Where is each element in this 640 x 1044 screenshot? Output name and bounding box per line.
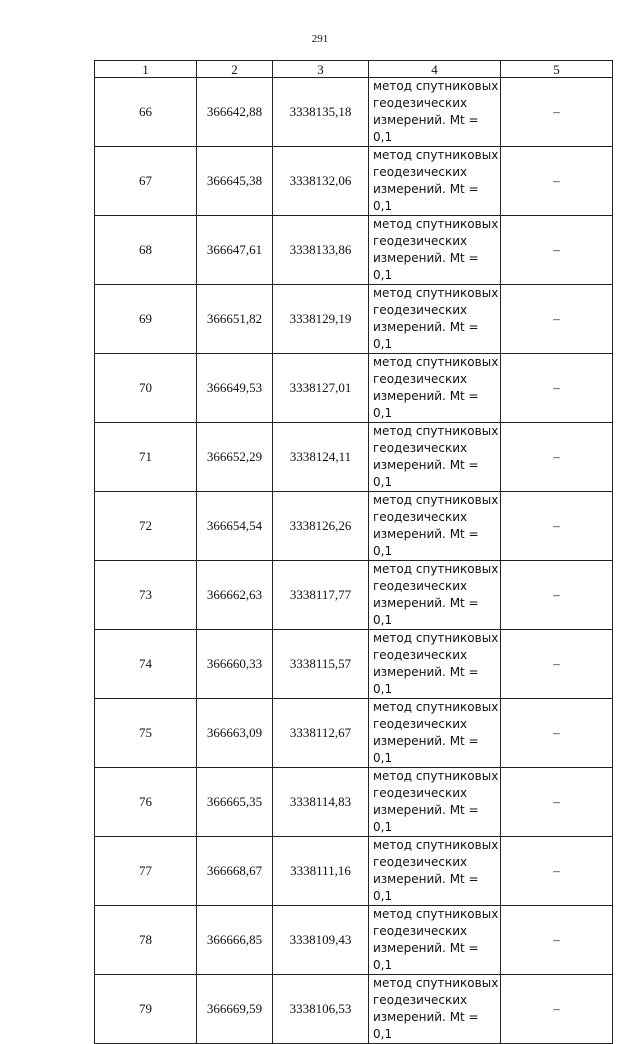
table-row <box>95 354 613 423</box>
note-cell-text: – <box>553 587 560 602</box>
table-row <box>95 285 613 354</box>
point-number-cell <box>95 906 197 975</box>
method-cell <box>369 630 501 699</box>
table-row <box>95 147 613 216</box>
note-cell <box>501 837 613 906</box>
page-number: 291 <box>311 33 329 45</box>
y-coordinate-cell-text: 3338117,77 <box>289 587 352 602</box>
note-cell <box>501 216 613 285</box>
x-coordinate-cell-text: 366665,35 <box>206 794 263 809</box>
table-row <box>95 561 613 630</box>
note-cell <box>501 285 613 354</box>
x-coordinate-cell-text: 366652,29 <box>206 449 263 464</box>
method-cell-text: метод спутниковых геодезических измерений. Mt = 0,1 <box>373 976 499 1041</box>
x-coordinate-cell <box>197 492 273 561</box>
y-coordinate-cell-text: 3338114,83 <box>289 794 352 809</box>
note-cell <box>501 78 613 147</box>
note-cell-text: – <box>553 311 560 326</box>
y-coordinate-cell <box>273 561 369 630</box>
method-cell-text: метод спутниковых геодезических измерений. Mt = 0,1 <box>373 286 499 351</box>
x-coordinate-cell <box>197 630 273 699</box>
x-coordinate-cell-text: 366663,09 <box>206 725 263 740</box>
y-coordinate-cell <box>273 975 369 1044</box>
method-cell <box>369 837 501 906</box>
x-coordinate-cell <box>197 354 273 423</box>
x-coordinate-cell <box>197 837 273 906</box>
column-header-1: 1 <box>95 61 197 78</box>
method-cell <box>369 561 501 630</box>
y-coordinate-cell <box>273 492 369 561</box>
table-row <box>95 906 613 975</box>
method-cell-text: метод спутниковых геодезических измерений. Mt = 0,1 <box>373 631 499 696</box>
y-coordinate-cell-text: 3338124,11 <box>289 449 352 464</box>
point-number-cell <box>95 837 197 906</box>
y-coordinate-cell <box>273 216 369 285</box>
x-coordinate-cell <box>197 768 273 837</box>
y-coordinate-cell <box>273 147 369 216</box>
x-coordinate-cell-text: 366654,54 <box>206 518 263 533</box>
y-coordinate-cell-text: 3338115,57 <box>289 656 352 671</box>
point-number-cell-text: 79 <box>139 1001 152 1016</box>
y-coordinate-cell-text: 3338135,18 <box>289 104 352 119</box>
coordinates-table <box>94 60 613 1044</box>
x-coordinate-cell-text: 366669,59 <box>206 1001 263 1016</box>
method-cell-text: метод спутниковых геодезических измерений. Mt = 0,1 <box>373 217 499 282</box>
y-coordinate-cell-text: 3338133,86 <box>289 242 352 257</box>
method-cell-text: метод спутниковых геодезических измерений. Mt = 0,1 <box>373 562 499 627</box>
point-number-cell <box>95 423 197 492</box>
point-number-cell-text: 70 <box>139 380 152 395</box>
table-row <box>95 699 613 768</box>
point-number-cell <box>95 561 197 630</box>
note-cell-text: – <box>553 863 560 878</box>
method-cell-text: метод спутниковых геодезических измерений. Mt = 0,1 <box>373 700 499 765</box>
y-coordinate-cell-text: 3338126,26 <box>289 518 352 533</box>
method-cell-text: метод спутниковых геодезических измерений. Mt = 0,1 <box>373 355 499 420</box>
x-coordinate-cell-text: 366660,33 <box>206 656 263 671</box>
method-cell <box>369 354 501 423</box>
method-cell-text: метод спутниковых геодезических измерений. Mt = 0,1 <box>373 838 499 903</box>
y-coordinate-cell <box>273 423 369 492</box>
note-cell <box>501 699 613 768</box>
note-cell-text: – <box>553 932 560 947</box>
note-cell-text: – <box>553 242 560 257</box>
column-header-5: 5 <box>501 61 613 78</box>
x-coordinate-cell <box>197 699 273 768</box>
method-cell <box>369 147 501 216</box>
note-cell <box>501 147 613 216</box>
y-coordinate-cell-text: 3338127,01 <box>289 380 352 395</box>
point-number-cell-text: 69 <box>139 311 152 326</box>
point-number-cell <box>95 147 197 216</box>
note-cell <box>501 630 613 699</box>
y-coordinate-cell <box>273 768 369 837</box>
point-number-cell-text: 77 <box>139 863 152 878</box>
point-number-cell-text: 66 <box>139 104 152 119</box>
note-cell <box>501 906 613 975</box>
note-cell-text: – <box>553 656 560 671</box>
point-number-cell <box>95 630 197 699</box>
x-coordinate-cell <box>197 906 273 975</box>
x-coordinate-cell-text: 366668,67 <box>206 863 263 878</box>
x-coordinate-cell <box>197 78 273 147</box>
method-cell <box>369 975 501 1044</box>
point-number-cell-text: 78 <box>139 932 152 947</box>
x-coordinate-cell <box>197 147 273 216</box>
y-coordinate-cell <box>273 78 369 147</box>
x-coordinate-cell-text: 366649,53 <box>206 380 263 395</box>
point-number-cell-text: 73 <box>139 587 152 602</box>
note-cell-text: – <box>553 380 560 395</box>
point-number-cell-text: 68 <box>139 242 152 257</box>
y-coordinate-cell-text: 3338129,19 <box>289 311 352 326</box>
y-coordinate-cell-text: 3338112,67 <box>289 725 352 740</box>
y-coordinate-cell <box>273 906 369 975</box>
point-number-cell-text: 72 <box>139 518 152 533</box>
note-cell <box>501 492 613 561</box>
method-cell <box>369 285 501 354</box>
column-header-4: 4 <box>369 61 501 78</box>
x-coordinate-cell-text: 366651,82 <box>206 311 263 326</box>
table-row <box>95 768 613 837</box>
x-coordinate-cell-text: 366642,88 <box>206 104 263 119</box>
point-number-cell <box>95 699 197 768</box>
method-cell-text: метод спутниковых геодезических измерений. Mt = 0,1 <box>373 769 499 834</box>
x-coordinate-cell <box>197 216 273 285</box>
method-cell <box>369 216 501 285</box>
note-cell <box>501 423 613 492</box>
note-cell <box>501 561 613 630</box>
x-coordinate-cell-text: 366647,61 <box>206 242 263 257</box>
x-coordinate-cell <box>197 975 273 1044</box>
y-coordinate-cell-text: 3338106,53 <box>289 1001 352 1016</box>
y-coordinate-cell <box>273 630 369 699</box>
note-cell-text: – <box>553 173 560 188</box>
point-number-cell <box>95 492 197 561</box>
y-coordinate-cell <box>273 837 369 906</box>
point-number-cell <box>95 78 197 147</box>
y-coordinate-cell-text: 3338132,06 <box>289 173 352 188</box>
point-number-cell-text: 74 <box>139 656 152 671</box>
y-coordinate-cell-text: 3338109,43 <box>289 932 352 947</box>
method-cell-text: метод спутниковых геодезических измерений. Mt = 0,1 <box>373 424 499 489</box>
y-coordinate-cell <box>273 354 369 423</box>
table-header-row <box>95 61 613 78</box>
x-coordinate-cell <box>197 423 273 492</box>
note-cell-text: – <box>553 794 560 809</box>
x-coordinate-cell <box>197 561 273 630</box>
point-number-cell <box>95 975 197 1044</box>
point-number-cell <box>95 216 197 285</box>
point-number-cell-text: 75 <box>139 725 152 740</box>
table-row <box>95 78 613 147</box>
note-cell-text: – <box>553 449 560 464</box>
column-header-2: 2 <box>197 61 273 78</box>
point-number-cell-text: 76 <box>139 794 152 809</box>
y-coordinate-cell <box>273 699 369 768</box>
x-coordinate-cell-text: 366662,63 <box>206 587 263 602</box>
note-cell-text: – <box>553 1001 560 1016</box>
x-coordinate-cell-text: 366645,38 <box>206 173 263 188</box>
table-row <box>95 975 613 1044</box>
note-cell <box>501 975 613 1044</box>
y-coordinate-cell <box>273 285 369 354</box>
method-cell <box>369 699 501 768</box>
method-cell-text: метод спутниковых геодезических измерений. Mt = 0,1 <box>373 907 499 972</box>
column-header-3: 3 <box>273 61 369 78</box>
note-cell-text: – <box>553 725 560 740</box>
method-cell <box>369 906 501 975</box>
method-cell <box>369 78 501 147</box>
point-number-cell <box>95 354 197 423</box>
x-coordinate-cell-text: 366666,85 <box>206 932 263 947</box>
method-cell <box>369 492 501 561</box>
table-row <box>95 423 613 492</box>
table-row <box>95 837 613 906</box>
note-cell-text: – <box>553 104 560 119</box>
method-cell-text: метод спутниковых геодезических измерений. Mt = 0,1 <box>373 493 499 558</box>
method-cell <box>369 768 501 837</box>
table-row <box>95 492 613 561</box>
table-row <box>95 630 613 699</box>
x-coordinate-cell <box>197 285 273 354</box>
y-coordinate-cell-text: 3338111,16 <box>290 863 351 878</box>
method-cell-text: метод спутниковых геодезических измерений. Mt = 0,1 <box>373 148 499 213</box>
note-cell <box>501 354 613 423</box>
method-cell-text: метод спутниковых геодезических измерений. Mt = 0,1 <box>373 79 499 144</box>
note-cell <box>501 768 613 837</box>
note-cell-text: – <box>553 518 560 533</box>
method-cell <box>369 423 501 492</box>
table-body <box>95 78 613 1044</box>
point-number-cell <box>95 768 197 837</box>
table-row <box>95 216 613 285</box>
point-number-cell-text: 67 <box>139 173 152 188</box>
point-number-cell <box>95 285 197 354</box>
point-number-cell-text: 71 <box>139 449 152 464</box>
